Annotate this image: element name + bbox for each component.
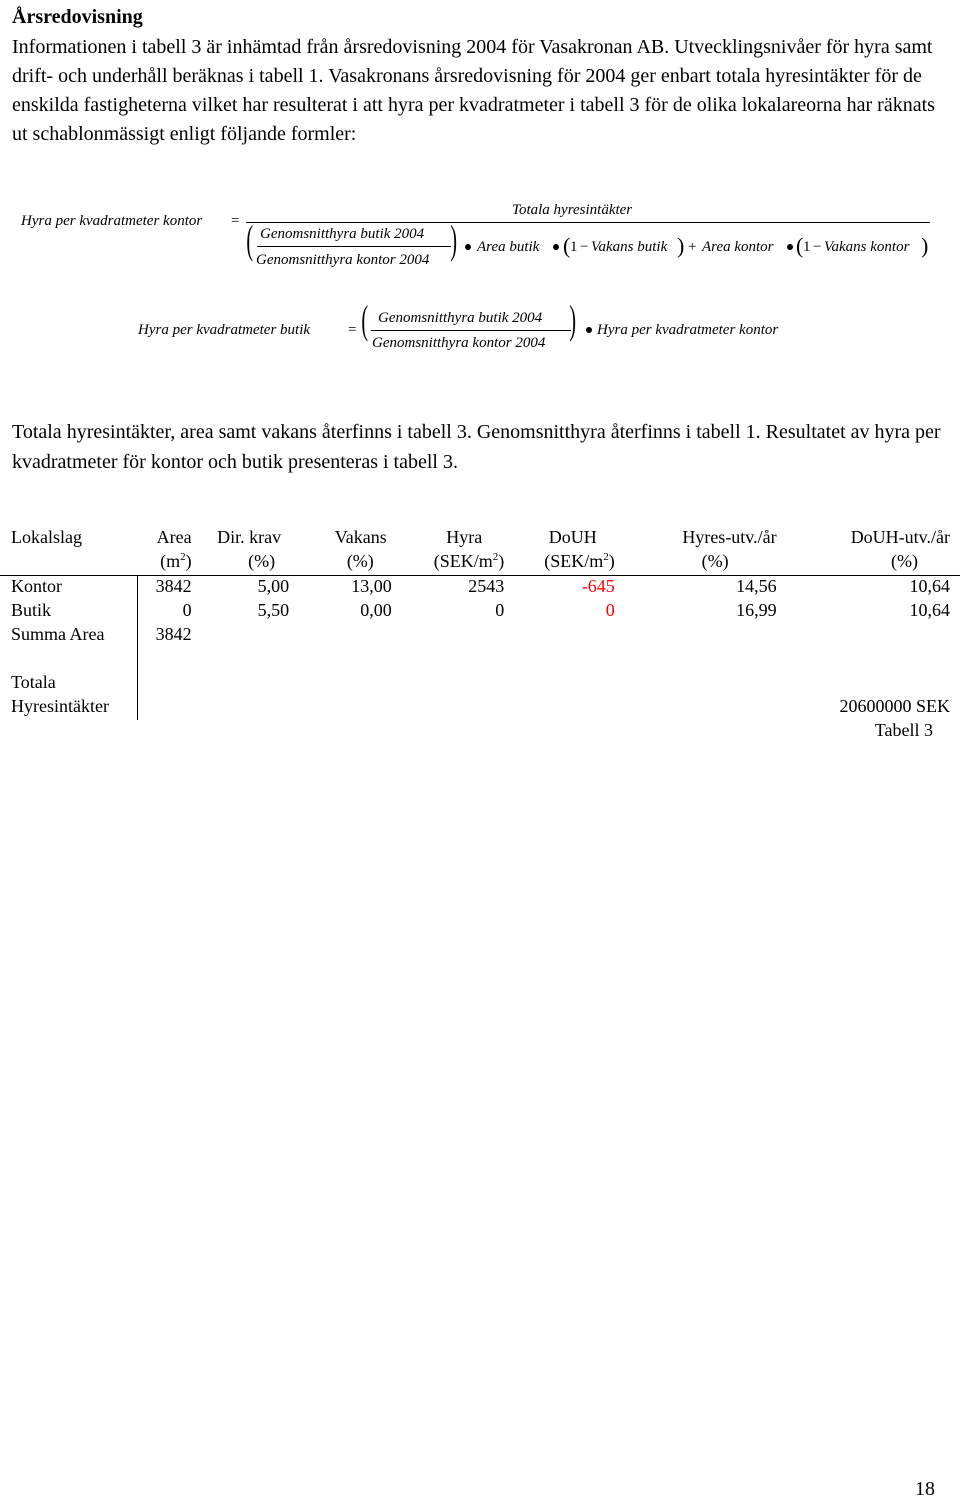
header-area: Area [156,527,192,547]
table-header-row [0,527,960,551]
formula1-vakans-butik: Vakans butik [591,239,668,255]
page-number: 18 [915,1478,935,1500]
section-heading: Årsredovisning [12,6,143,28]
formula1-paren-open-2: ( [796,233,804,258]
formula2-ratio-bar [371,330,571,331]
header-unit-area: $(m^2)$ [138,551,192,576]
table-row [0,576,960,601]
header-dir-krav: Dir. krav [217,527,282,547]
formula1-equals: = [231,213,240,229]
formula2-left-paren: ( [361,297,368,342]
table-caption-row [0,720,960,744]
row-summa-area: 3842 [138,624,192,648]
formula2-ratio-den: Genomsnitthyra kontor 2004 [372,335,546,351]
formula1-dot-2 [553,244,559,250]
results-paragraph: Totala hyresintäkter, area samt vakans återfinns i tabell 3. Genomsnitthyra återfinns i tabell 1. Resultatet av hyra per kvadratmeter för kontor och butik presenteras i tabell 3. [12,421,941,473]
header-unit-empty [0,551,138,576]
table-caption: Tabell 3 [874,720,933,740]
row-summa-label: Summa Area [11,624,105,644]
row-kontor-vakans: 13,00 [351,576,392,596]
intro-paragraph: Informationen i tabell 3 är inhämtad från årsredovisning 2004 för Vasakronan AB. Utvecklingsnivåer för hyra samt drift- och underhåll beräknas i tabell 1. Vasakronans årsredovisning för 2004 ger enbart totala hyresintäkter för de enskilda fastigheterna vilket har resulterat i att hyra per kvadratmeter i tabell 3 för de olika lokalareorna har räknats ut schablonmässigt enligt följande formler: [12,36,935,145]
header-douh-utv: DoUH-utv./år [850,527,950,547]
table-header-units-row [0,551,960,576]
header-vakans: Vakans [334,527,387,547]
row-totala-label-2: Hyresintäkter [11,696,109,716]
row-kontor-hyres-utv: 14,56 [736,576,777,596]
table-3 [0,527,960,744]
formula1-plus: + [688,239,697,255]
row-butik-hyres-utv: 16,99 [736,600,777,620]
formula2-ratio-num: Genomsnitthyra butik 2004 [378,310,543,326]
formula1-ratio-bar [257,246,451,247]
header-unit-hyra: $(SEK/m^2)$ [392,551,504,576]
formula2-equals: = [348,322,357,338]
row-butik-dir-krav: 5,50 [257,600,290,620]
formula1-vakans-kontor: Vakans kontor [824,239,910,255]
row-butik-douh: 0 [605,600,615,620]
table-row [0,696,960,720]
table-row [0,624,960,648]
formula1-paren-close-2: ) [921,233,929,258]
formula2-rhs: Hyra per kvadratmeter kontor [597,322,779,338]
formula1-area-kontor: Area kontor [702,239,774,255]
row-butik-label: Butik [11,600,52,620]
row-kontor-douh-utv: 10,64 [909,576,950,596]
formula1-minus-1: − [580,239,589,255]
table-spacer-row [0,648,960,672]
formula1-ratio-num: Genomsnitthyra butik 2004 [260,226,425,242]
formula2-right-paren: ) [569,297,576,342]
row-kontor-area: 3842 [138,576,192,601]
table-row [0,600,960,624]
row-kontor-dir-krav: 5,00 [257,576,290,596]
row-butik-hyra: 0 [495,600,505,620]
formula1-area-butik: Area butik [477,239,540,255]
header-lokalslag: Lokalslag [11,527,82,547]
formula1-fraction-bar [246,222,930,223]
row-kontor-label: Kontor [11,576,62,596]
formula1-one-1: 1 [570,239,578,255]
table-row [0,672,960,696]
row-kontor-douh: -645 [581,576,615,596]
header-douh: DoUH [548,527,597,547]
row-kontor-hyra: 2543 [468,576,505,596]
row-butik-douh-utv: 10,64 [909,600,950,620]
header-hyra: Hyra [446,527,483,547]
header-unit-dir-krav: (%) [192,551,290,576]
row-totala-label-1: Totala [11,672,56,692]
formula1-dot-1 [465,244,471,250]
formula1-paren-close-1: ) [677,233,685,258]
formula1-lhs: Hyra per kvadratmeter kontor [21,213,203,229]
header-unit-hyres-utv: (%) [615,551,777,576]
header-unit-douh: $(SEK/m^2)$ [504,551,614,576]
row-butik-area: 0 [138,600,192,624]
formula1-minus-2: − [813,239,822,255]
row-butik-vakans: 0,00 [360,600,392,620]
header-unit-douh-utv: (%) [777,551,960,576]
formula1-right-paren: ) [450,217,457,262]
formula2-dot [586,327,592,333]
header-unit-vakans: (%) [289,551,392,576]
formula1-numerator: Totala hyresintäkter [512,202,633,218]
formula1-one-2: 1 [803,239,811,255]
formula1-paren-open-1: ( [563,233,571,258]
formula1-ratio-den: Genomsnitthyra kontor 2004 [256,252,430,268]
formula1-dot-3 [787,244,793,250]
header-hyres-utv: Hyres-utv./år [682,527,777,547]
formula1-left-paren: ( [246,217,253,262]
row-totala-value: 20600000 SEK [839,696,950,716]
formula2-lhs: Hyra per kvadratmeter butik [138,322,311,338]
